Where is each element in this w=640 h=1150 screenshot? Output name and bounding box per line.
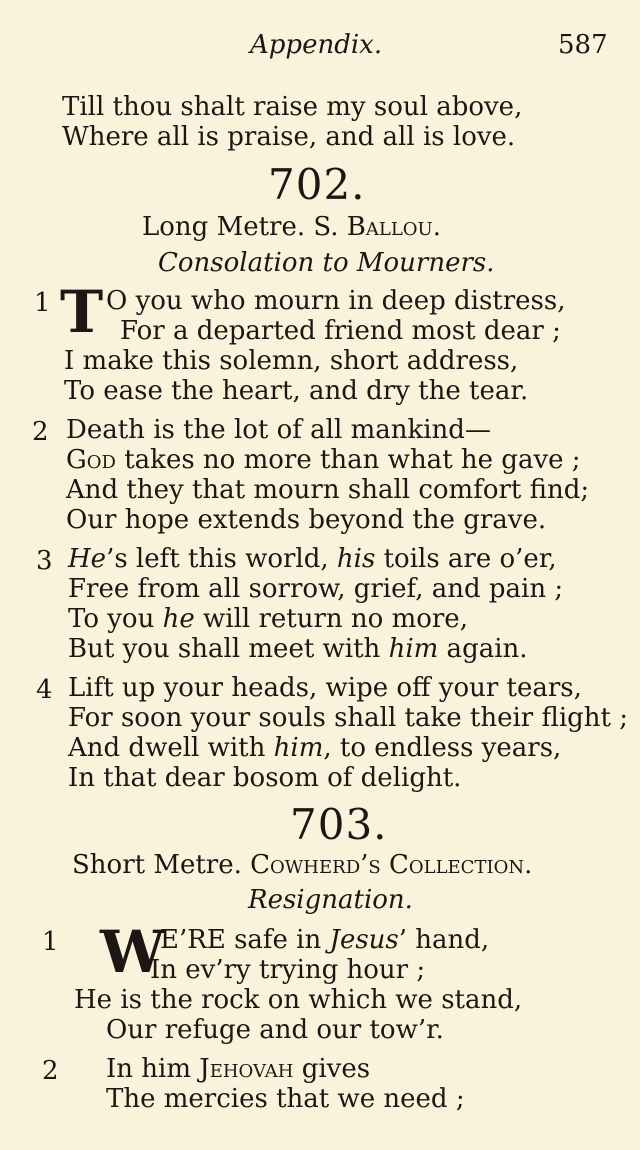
hymn-702-author: S. Ballou. [313, 212, 441, 242]
drop-cap: W [100, 918, 166, 986]
verse-line: Our refuge and our tow’r. [106, 1015, 444, 1045]
verse-line: In ev’ry trying hour ; [150, 955, 426, 985]
verse-line: And they that mourn shall comfort find; [66, 475, 590, 505]
hymn-703-metre: Short Metre. [72, 850, 242, 880]
divine-name: God [66, 445, 116, 475]
hymn-703-title: Resignation. [248, 885, 413, 915]
hymn-703-source: Cowherd’s Collection. [250, 850, 533, 880]
verse-line: In that dear bosom of delight. [68, 763, 462, 793]
drop-cap: T [60, 278, 104, 346]
verse-line: Our hope extends beyond the grave. [66, 505, 547, 535]
verse-line: To you he will return no more, [68, 604, 468, 634]
hymn-703-metre-line [72, 850, 532, 880]
verse-line: Free from all sorrow, grief, and pain ; [68, 574, 564, 604]
carryover-line-1: Till thou shalt raise my soul above, [62, 92, 523, 122]
verse-number: 2 [32, 417, 49, 447]
verse-line: Death is the lot of all mankind— [66, 415, 491, 445]
verse-line: But you shall meet with him again. [68, 634, 528, 664]
running-header: Appendix. [250, 30, 383, 60]
verse-line: For a departed friend most dear ; [120, 316, 561, 346]
hymn-702-metre-line [142, 212, 441, 242]
divine-name: Jehovah [199, 1054, 294, 1084]
hymn-number-702: 702. [268, 160, 366, 209]
verse-line: And dwell with him, to endless years, [68, 733, 562, 763]
verse-number: 2 [42, 1056, 59, 1086]
hymn-702-title: Consolation to Mourners. [158, 248, 495, 278]
verse-number: 1 [34, 288, 51, 318]
verse-line: He’s left this world, his toils are o’er, [68, 544, 557, 574]
hymn-702-metre: Long Metre. [142, 212, 306, 242]
verse-number: 4 [36, 675, 53, 705]
carryover-line-2: Where all is praise, and all is love. [62, 122, 516, 152]
verse-number: 1 [42, 927, 59, 957]
verse-line: God takes no more than what he gave ; [66, 445, 581, 475]
verse-line: The mercies that we need ; [106, 1084, 465, 1114]
verse-line: He is the rock on which we stand, [74, 985, 523, 1015]
verse-line: For soon your souls shall take their flight ; [68, 703, 629, 733]
verse-line: Lift up your heads, wipe off your tears, [68, 673, 582, 703]
page-number: 587 [558, 30, 608, 60]
verse-line: O you who mourn in deep distress, [106, 286, 566, 316]
hymn-number-703: 703. [290, 800, 388, 849]
verse-line: To ease the heart, and dry the tear. [64, 376, 529, 406]
verse-line: E’RE safe in Jesus’ hand, [160, 925, 490, 955]
verse-line: In him Jehovah gives [106, 1054, 371, 1084]
verse-line: I make this solemn, short address, [64, 346, 519, 376]
verse-number: 3 [36, 546, 53, 576]
